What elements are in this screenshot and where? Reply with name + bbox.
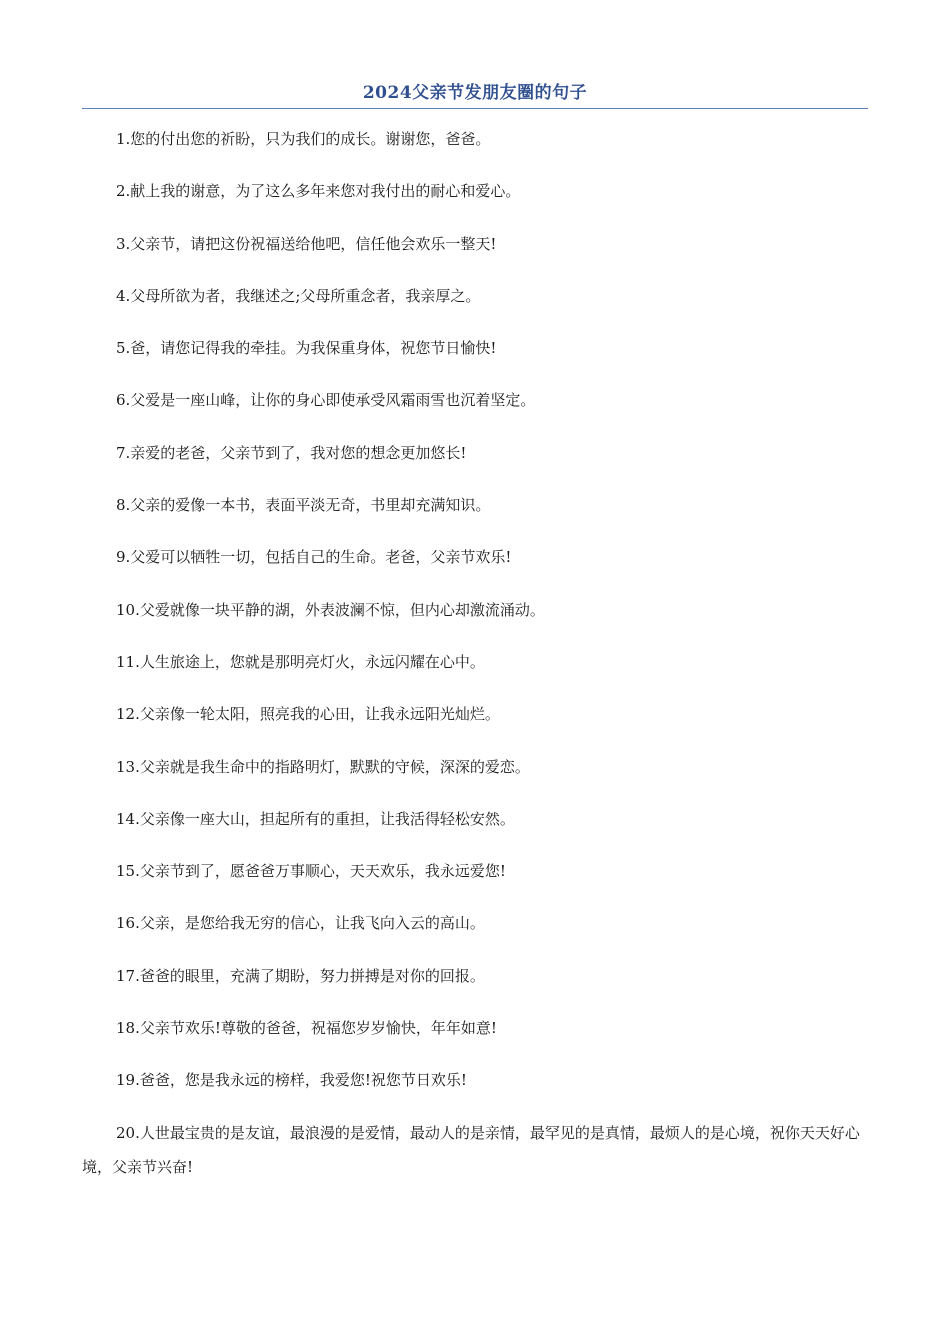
list-item: 10.父爱就像一块平静的湖，外表波澜不惊，但内心却激流涌动。: [116, 600, 545, 619]
list-item: 6.父爱是一座山峰，让你的身心即使承受风霜雨雪也沉着坚定。: [116, 391, 536, 410]
list-item: 19.爸爸，您是我永远的榜样，我爱您!祝您节日欢乐!: [116, 1071, 467, 1090]
list-item: 16.父亲，是您给我无穷的信心，让我飞向入云的高山。: [116, 914, 485, 933]
document-title: 2024父亲节发朋友圈的句子: [362, 83, 588, 103]
title-divider: [82, 108, 868, 109]
list-item: 15.父亲节到了，愿爸爸万事顺心，天天欢乐，我永远爱您!: [116, 862, 506, 881]
list-item: 14.父亲像一座大山，担起所有的重担，让我活得轻松安然。: [116, 809, 515, 828]
list-item: 11.人生旅途上，您就是那明亮灯火，永远闪耀在心中。: [116, 652, 485, 671]
list-item: 17.爸爸的眼里，充满了期盼，努力拼搏是对你的回报。: [116, 966, 485, 985]
list-item: 9.父爱可以牺牲一切，包括自己的生命。老爸，父亲节欢乐!: [116, 548, 512, 567]
list-item: 2.献上我的谢意，为了这么多年来您对我付出的耐心和爱心。: [116, 182, 521, 201]
list-item: 12.父亲像一轮太阳，照亮我的心田，让我永远阳光灿烂。: [116, 705, 500, 724]
list-item: 13.父亲就是我生命中的指路明灯，默默的守候，深深的爱恋。: [116, 757, 530, 776]
list-item: 7.亲爱的老爸，父亲节到了，我对您的想念更加悠长!: [116, 443, 467, 462]
sentence-list: [82, 122, 868, 1184]
list-item: 3.父亲节，请把这份祝福送给他吧，信任他会欢乐一整天!: [116, 234, 497, 253]
list-item: 18.父亲节欢乐!尊敬的爸爸，祝福您岁岁愉快，年年如意!: [116, 1019, 497, 1038]
list-item: 5.爸，请您记得我的牵挂。为我保重身体，祝您节日愉快!: [116, 339, 497, 358]
list-item: 1.您的付出您的祈盼，只为我们的成长。谢谢您，爸爸。: [116, 130, 491, 148]
list-item: 20.人世最宝贵的是友谊，最浪漫的是爱情，最动人的是亲情，最罕见的是真情，最烦人的是心境，祝你天天好心境，父亲节兴奋!: [82, 1123, 860, 1176]
list-item: 4.父母所欲为者，我继述之;父母所重念者，我亲厚之。: [116, 286, 481, 305]
list-item: 8.父亲的爱像一本书，表面平淡无奇，书里却充满知识。: [116, 496, 491, 515]
document-page: [82, 80, 868, 1202]
